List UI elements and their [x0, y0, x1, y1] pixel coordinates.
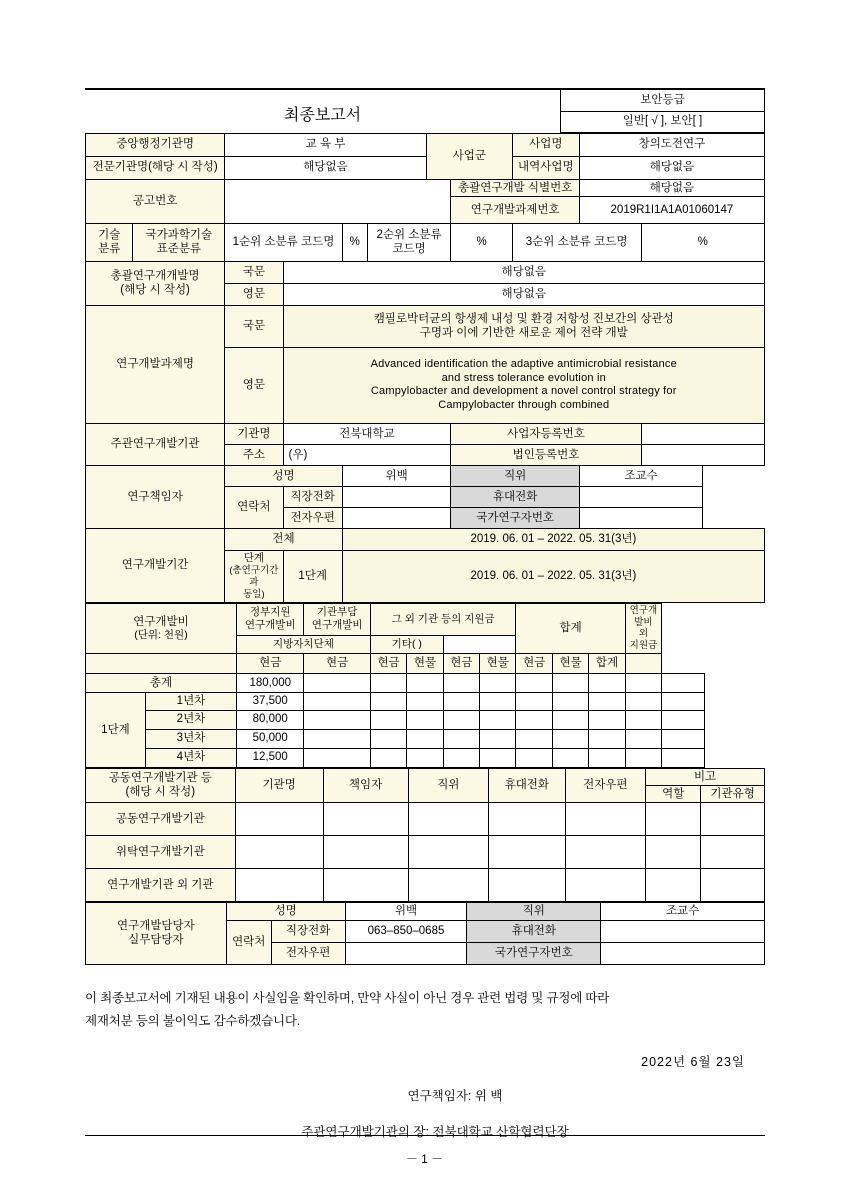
table-row — [86, 179, 765, 196]
biz-reg-value — [641, 423, 764, 444]
cell-empty — [565, 803, 646, 836]
pi-researcher-id-label: 국가연구자번호 — [451, 507, 579, 528]
cell-empty — [407, 710, 443, 729]
project-no-label: 연구개발과제번호 — [451, 196, 579, 223]
cell-empty — [489, 869, 565, 902]
document-title: 최종보고서 — [283, 106, 362, 124]
cell-empty — [370, 693, 406, 710]
std-class-label: 국가과학기술 표준분류 — [133, 223, 225, 261]
cell-empty — [552, 710, 588, 729]
cell-empty — [565, 869, 646, 902]
manager-researcher-id-value — [601, 942, 765, 964]
cell-empty — [235, 836, 323, 869]
budget-sum-label: 합계 — [516, 603, 625, 654]
specialized-agency-label: 전문기관명(해당 시 작성) — [86, 156, 225, 179]
pi-name-value: 위백 — [342, 465, 451, 486]
cell-empty — [235, 803, 323, 836]
table-row — [86, 748, 765, 767]
local-cash-label: 현금 — [370, 654, 406, 674]
note-line-1: 이 최종보고서에 기재된 내용이 사실임을 확인하며, 만약 사실이 아닌 경우 관련 법령 및 규정에 따라 — [85, 990, 610, 1005]
cell-empty — [370, 710, 406, 729]
period-total-label: 전체 — [225, 528, 343, 550]
pi-name-label: 성명 — [225, 465, 343, 486]
org-name-label: 기관명 — [225, 423, 283, 444]
overall-title-kor-value: 해당없음 — [283, 261, 764, 283]
org-name-value: 전북대학교 — [283, 423, 451, 444]
page-number: － 1 － — [405, 1152, 444, 1166]
project-name-value: 창의도전연구 — [579, 133, 764, 156]
cell-empty — [443, 748, 479, 767]
table-row — [86, 465, 765, 486]
cell-empty — [443, 710, 479, 729]
cell-empty — [480, 748, 516, 767]
project-title-kor-value: 캠필로박터균의 항생제 내성 및 환경 저항성 진보간의 상관성 구명과 이에 기반한 새로운 제어 전략 개발 — [283, 305, 764, 347]
outside-support-label: 연구개발비 외 지원금 — [625, 603, 661, 654]
cell-empty — [489, 836, 565, 869]
host-org-signature: 주관연구개발기관의 장: 전북대학교 산학협력단장 — [301, 1125, 569, 1140]
cell-empty — [662, 674, 705, 693]
cell-empty — [565, 836, 646, 869]
cell-empty — [589, 693, 625, 710]
table-row — [86, 156, 765, 179]
pi-signature: 연구책임자: 위 백 — [407, 1089, 503, 1104]
overall-title-eng-value: 해당없음 — [283, 283, 764, 305]
cell-empty — [646, 869, 701, 902]
joint-leader-label: 책임자 — [323, 768, 408, 803]
header-block — [85, 88, 765, 133]
cell-empty — [408, 869, 489, 902]
year-label: 3년차 — [145, 729, 236, 748]
cell-empty — [552, 748, 588, 767]
cell-empty — [589, 710, 625, 729]
notice-no-value — [225, 179, 451, 223]
manager-contact-label: 연락처 — [226, 920, 271, 964]
budget-label: 연구개발비 (단위: 천원) — [86, 603, 237, 654]
central-agency-value: 교 육 부 — [225, 133, 427, 156]
cell-empty — [407, 729, 443, 748]
manager-table — [85, 902, 765, 964]
sub-project-label: 내역사업명 — [512, 156, 579, 179]
overall-title-label: 총괄연구개개발명 (해당 시 작성) — [86, 261, 225, 305]
security-grade-box — [560, 90, 765, 133]
cell-empty — [304, 693, 370, 710]
cell-empty — [625, 693, 661, 710]
joint-label: 공동연구개발기관 등 (해당 시 작성) — [86, 768, 236, 803]
manager-mobile-value — [601, 920, 765, 942]
host-org-label: 주관연구개발기관 — [86, 423, 225, 465]
year-value: 37,500 — [237, 693, 304, 710]
cell-empty — [370, 748, 406, 767]
cell-empty — [304, 674, 370, 693]
joint-row-label-2: 위탁연구개발기관 — [86, 836, 236, 869]
period-stage-label: 단계 (총연구기간과 동일) — [225, 550, 283, 602]
period-total-value: 2019. 06. 01 – 2022. 05. 31(3년) — [342, 528, 764, 550]
class-1-pct: % — [342, 223, 367, 261]
cell-empty — [407, 693, 443, 710]
pi-position-label: 직위 — [451, 465, 579, 486]
table-row — [86, 869, 765, 902]
cell-empty — [516, 729, 552, 748]
cell-empty — [552, 729, 588, 748]
address-label: 주소 — [225, 444, 283, 465]
manager-researcher-id-label: 국가연구자번호 — [467, 942, 601, 964]
overall-title-eng-label: 영문 — [225, 283, 283, 305]
cell-empty — [589, 748, 625, 767]
cell-empty — [304, 710, 370, 729]
year-value: 80,000 — [237, 710, 304, 729]
table-row — [86, 729, 765, 748]
cell-empty — [625, 710, 661, 729]
pi-email-label: 전자우편 — [283, 507, 342, 528]
specialized-agency-value: 해당없음 — [225, 156, 427, 179]
remark-label: 비고 — [646, 768, 765, 785]
cell-empty — [701, 836, 765, 869]
confirmation-note — [85, 987, 765, 1035]
corp-reg-value — [641, 444, 764, 465]
corp-reg-label: 법인등록번호 — [451, 444, 641, 465]
cell-empty — [662, 748, 705, 767]
cell-empty — [701, 869, 765, 902]
biz-reg-label: 사업자등록번호 — [451, 423, 641, 444]
budget-subhead-blank — [86, 654, 237, 674]
cell-empty — [516, 674, 552, 693]
manager-label: 연구개발담당자 실무담당자 — [86, 903, 227, 964]
security-grade-header: 보안등급 — [561, 90, 765, 111]
project-group-label: 사업군 — [426, 133, 512, 179]
address-value: (우) — [283, 444, 451, 465]
class-2-pct: % — [451, 223, 512, 261]
overall-title-kor-label: 국문 — [225, 261, 283, 283]
cell-empty — [552, 674, 588, 693]
other-support-label: 그 외 기관 등의 지원금 — [370, 603, 516, 636]
class-3-pct: % — [641, 223, 764, 261]
cell-empty — [489, 803, 565, 836]
table-row — [86, 261, 765, 283]
local-inkind-label: 현물 — [407, 654, 443, 674]
grand-total-value: 180,000 — [237, 674, 304, 693]
gov-cash-label: 현금 — [237, 654, 304, 674]
manager-mobile-label: 휴대전화 — [467, 920, 601, 942]
project-title-label: 연구개발과제명 — [86, 305, 225, 423]
cell-empty — [625, 729, 661, 748]
footer-divider — [85, 1135, 765, 1136]
stage1-row-label: 1단계 — [86, 693, 146, 767]
notice-no-label: 공고번호 — [86, 179, 225, 223]
manager-name-label: 성명 — [226, 903, 345, 920]
cell-empty — [552, 693, 588, 710]
cell-empty — [408, 803, 489, 836]
cell-empty — [625, 674, 661, 693]
joint-org-table — [85, 768, 765, 903]
project-name-label: 사업명 — [512, 133, 579, 156]
sum-total-label: 합계 — [589, 654, 625, 674]
note-line-2: 제재처분 등의 불이익도 감수하겠습니다. — [85, 1014, 300, 1029]
sum-inkind-label: 현물 — [552, 654, 588, 674]
manager-name-value: 위백 — [345, 903, 467, 920]
pi-mobile-label: 휴대전화 — [451, 486, 579, 507]
table-row — [86, 223, 765, 261]
cell-empty — [646, 803, 701, 836]
table-row — [86, 674, 765, 693]
cell-empty — [407, 674, 443, 693]
project-title-kor-label: 국문 — [225, 305, 283, 347]
outside-amount-label — [625, 654, 661, 674]
table-row — [86, 423, 765, 444]
overall-id-value: 해당없음 — [579, 179, 764, 196]
pi-label: 연구책임자 — [86, 465, 225, 528]
joint-mobile-label: 휴대전화 — [489, 768, 565, 803]
cell-empty — [662, 693, 705, 710]
year-value: 50,000 — [237, 729, 304, 748]
cell-empty — [480, 729, 516, 748]
cell-empty — [662, 710, 705, 729]
joint-email-label: 전자우편 — [565, 768, 646, 803]
org-cash-label: 현금 — [304, 654, 370, 674]
cell-empty — [408, 836, 489, 869]
pi-contact-label: 연락처 — [225, 486, 283, 528]
year-label: 2년차 — [145, 710, 236, 729]
joint-row-label-1: 공동연구개발기관 — [86, 803, 236, 836]
table-row — [86, 603, 765, 636]
table-row — [86, 710, 765, 729]
cell-empty — [443, 693, 479, 710]
gov-support-label: 정부지원 연구개발비 — [237, 603, 304, 636]
remark-role-label: 역할 — [646, 785, 701, 802]
cell-empty — [480, 693, 516, 710]
cell-empty — [304, 729, 370, 748]
class-1-name: 1순위 소분류 코드명 — [225, 223, 343, 261]
pi-mobile-value — [579, 486, 702, 507]
org-burden-label: 기관부담 연구개발비 — [304, 603, 370, 636]
cell-empty — [589, 729, 625, 748]
cell-empty — [443, 674, 479, 693]
joint-row-label-3: 연구개발기관 외 기관 — [86, 869, 236, 902]
cell-empty — [701, 803, 765, 836]
main-info-table — [85, 133, 765, 603]
table-row — [86, 903, 765, 920]
manager-email-value — [345, 942, 467, 964]
pi-researcher-id-value — [579, 507, 702, 528]
cell-empty — [407, 748, 443, 767]
cell-empty — [662, 729, 705, 748]
table-row — [86, 768, 765, 785]
year-label: 1년차 — [145, 693, 236, 710]
signature-date: 2022년 6월 23일 — [641, 1055, 745, 1070]
class-2-name: 2순위 소분류 코드명 — [367, 223, 451, 261]
manager-email-label: 전자우편 — [271, 942, 345, 964]
sum-cash-label: 현금 — [516, 654, 552, 674]
manager-position-label: 직위 — [467, 903, 601, 920]
cell-empty — [589, 674, 625, 693]
cell-empty — [323, 869, 408, 902]
overall-id-label: 총괄연구개발 식별번호 — [451, 179, 579, 196]
table-row — [86, 305, 765, 347]
cell-empty — [323, 803, 408, 836]
etc-inkind-label: 현물 — [480, 654, 516, 674]
cell-empty — [323, 836, 408, 869]
joint-position-label: 직위 — [408, 768, 489, 803]
period-stage1-label: 1단계 — [283, 550, 342, 602]
cell-empty — [516, 748, 552, 767]
table-row — [86, 654, 765, 674]
cell-empty — [480, 674, 516, 693]
pi-office-phone-value — [342, 486, 451, 507]
table-row — [86, 803, 765, 836]
year-value: 12,500 — [237, 748, 304, 767]
cell-empty — [304, 748, 370, 767]
project-no-value: 2019R1I1A1A01060147 — [579, 196, 764, 223]
cell-empty — [646, 836, 701, 869]
report-cover-sheet — [85, 88, 765, 1140]
local-gov-label: 지방자치단체 — [237, 636, 371, 654]
security-grade-value: 일반[ √ ], 보안[ ] — [561, 111, 765, 132]
budget-table — [85, 603, 765, 768]
remark-type-label: 기관유형 — [701, 785, 765, 802]
cell-empty — [516, 693, 552, 710]
central-agency-label: 중앙행정기관명 — [86, 133, 225, 156]
cell-empty — [443, 729, 479, 748]
grand-total-label: 총계 — [86, 674, 237, 693]
project-title-eng-value: Advanced identification the adaptive antimicrobial resistance and stress tolerance evolution in Campylobacter and development a novel control strategy for Campylobacter through combined — [283, 347, 764, 423]
pi-email-value — [342, 507, 451, 528]
cell-empty — [625, 748, 661, 767]
pi-office-phone-label: 직장전화 — [283, 486, 342, 507]
pi-position-value: 조교수 — [579, 465, 702, 486]
table-row — [86, 133, 765, 156]
manager-office-label: 직장전화 — [271, 920, 345, 942]
cell-empty — [370, 674, 406, 693]
period-stage1-value: 2019. 06. 01 – 2022. 05. 31(3년) — [342, 550, 764, 602]
period-label: 연구개발기간 — [86, 528, 225, 602]
cell-empty — [480, 710, 516, 729]
sub-project-value: 해당없음 — [579, 156, 764, 179]
etc-label: 기타( ) — [370, 636, 443, 654]
cell-empty — [516, 710, 552, 729]
table-row — [86, 693, 765, 710]
table-row — [86, 528, 765, 550]
class-3-name: 3순위 소분류 코드명 — [512, 223, 641, 261]
cell-empty — [235, 869, 323, 902]
tech-class-label: 기술 분류 — [86, 223, 133, 261]
project-title-eng-label: 영문 — [225, 347, 283, 423]
manager-position-value: 조교수 — [601, 903, 765, 920]
cell-empty — [370, 729, 406, 748]
table-row — [86, 836, 765, 869]
etc-cash-label: 현금 — [443, 654, 479, 674]
joint-org-name-label: 기관명 — [235, 768, 323, 803]
year-label: 4년차 — [145, 748, 236, 767]
manager-office-value: 063–850–0685 — [345, 920, 467, 942]
